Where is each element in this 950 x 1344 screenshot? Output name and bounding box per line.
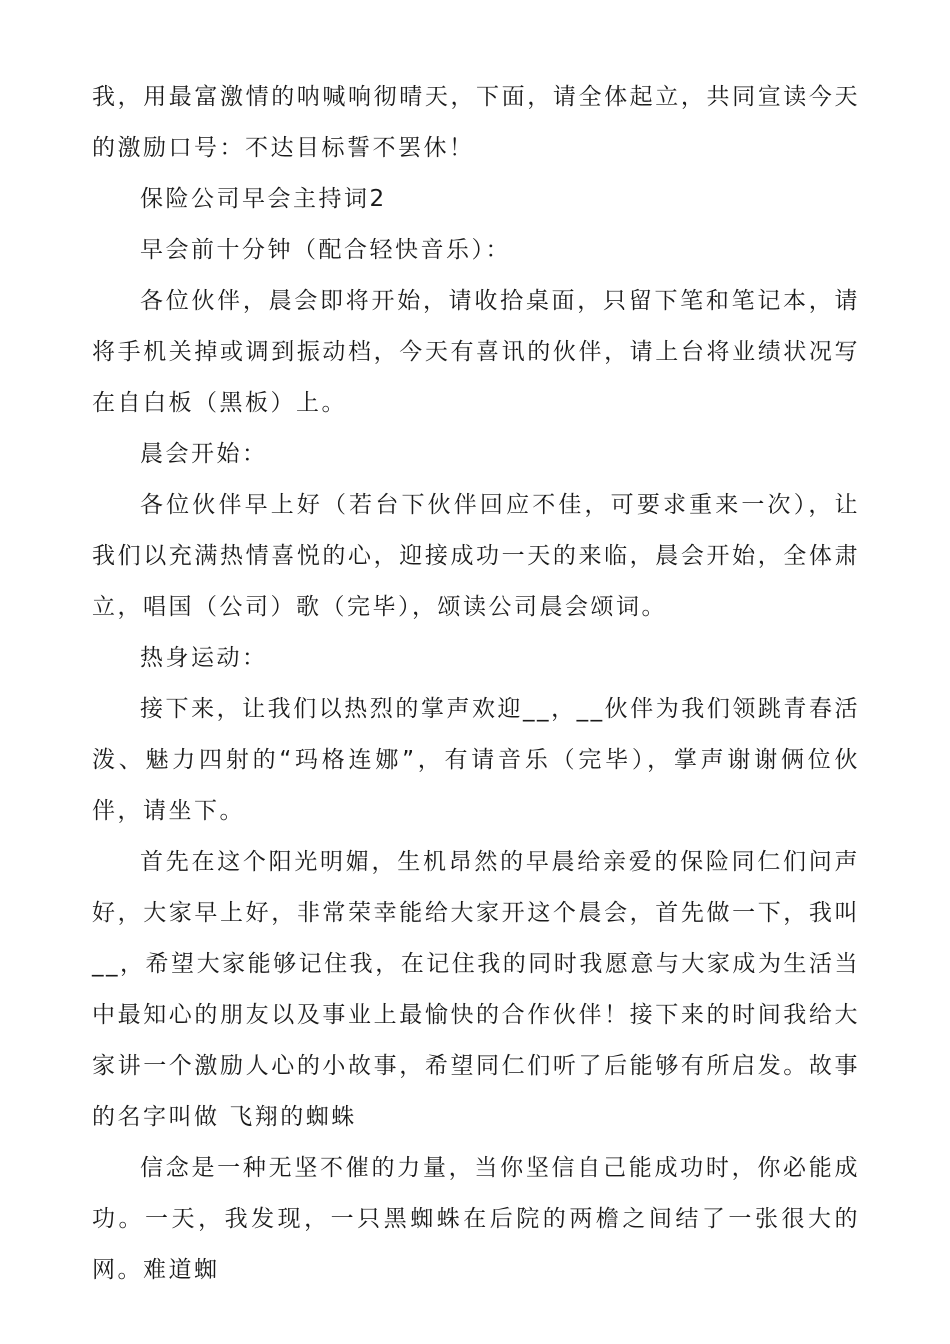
section-heading: 保险公司早会主持词2 bbox=[140, 186, 387, 212]
paragraph-meeting-greeting: 各位伙伴早上好（若台下伙伴回应不佳，可要求重来一次），让我们以充满热情喜悦的心，迎接成功一天的来临，晨会开始，全体肃立，唱国（公司）歌（完毕），颂读公司晨会颂词。 bbox=[92, 492, 860, 620]
paragraph-story-opening: 信念是一种无坚不催的力量，当你坚信自己能成功时，你必能成功。一天，我发现，一只黑蜘蛛在后院的两檐之间结了一张很大的网。难道蜘 bbox=[92, 1155, 860, 1283]
paragraph-pre-meeting-instructions: 各位伙伴，晨会即将开始，请收拾桌面，只留下笔和笔记本，请将手机关掉或调到振动档，今天有喜讯的伙伴，请上台将业绩状况写在自白板（黑板）上。 bbox=[92, 288, 860, 416]
paragraph-meeting-start-label: 晨会开始： bbox=[140, 441, 268, 467]
paragraph-pre-meeting-label: 早会前十分钟（配合轻快音乐）： bbox=[140, 237, 511, 263]
paragraph-slogan: 我，用最富激情的呐喊响彻晴天，下面，请全体起立，共同宣读今天的激励口号：不达目标誓不罢休！ bbox=[92, 84, 860, 161]
paragraph-warmup-intro: 接下来，让我们以热烈的掌声欢迎__，__伙伴为我们领跳青春活泼、魅力四射的“玛格连娜”，有请音乐（完毕），掌声谢谢俩位伙伴，请坐下。 bbox=[92, 696, 860, 824]
paragraph-warmup-label: 热身运动： bbox=[140, 645, 268, 671]
paragraph-host-introduction: 首先在这个阳光明媚，生机昂然的早晨给亲爱的保险同仁们问声好，大家早上好，非常荣幸能给大家开这个晨会，首先做一下，我叫__，希望大家能够记住我，在记住我的同时我愿意与大家成为生活当中最知心的朋友以及事业上最愉快的合作伙伴！接下来的时间我给大家讲一个激励人心的小故事，希望同仁们听了后能够有所启发。故事的名字叫做 飞翔的蜘蛛 bbox=[92, 849, 860, 1130]
document-body bbox=[92, 72, 860, 1296]
